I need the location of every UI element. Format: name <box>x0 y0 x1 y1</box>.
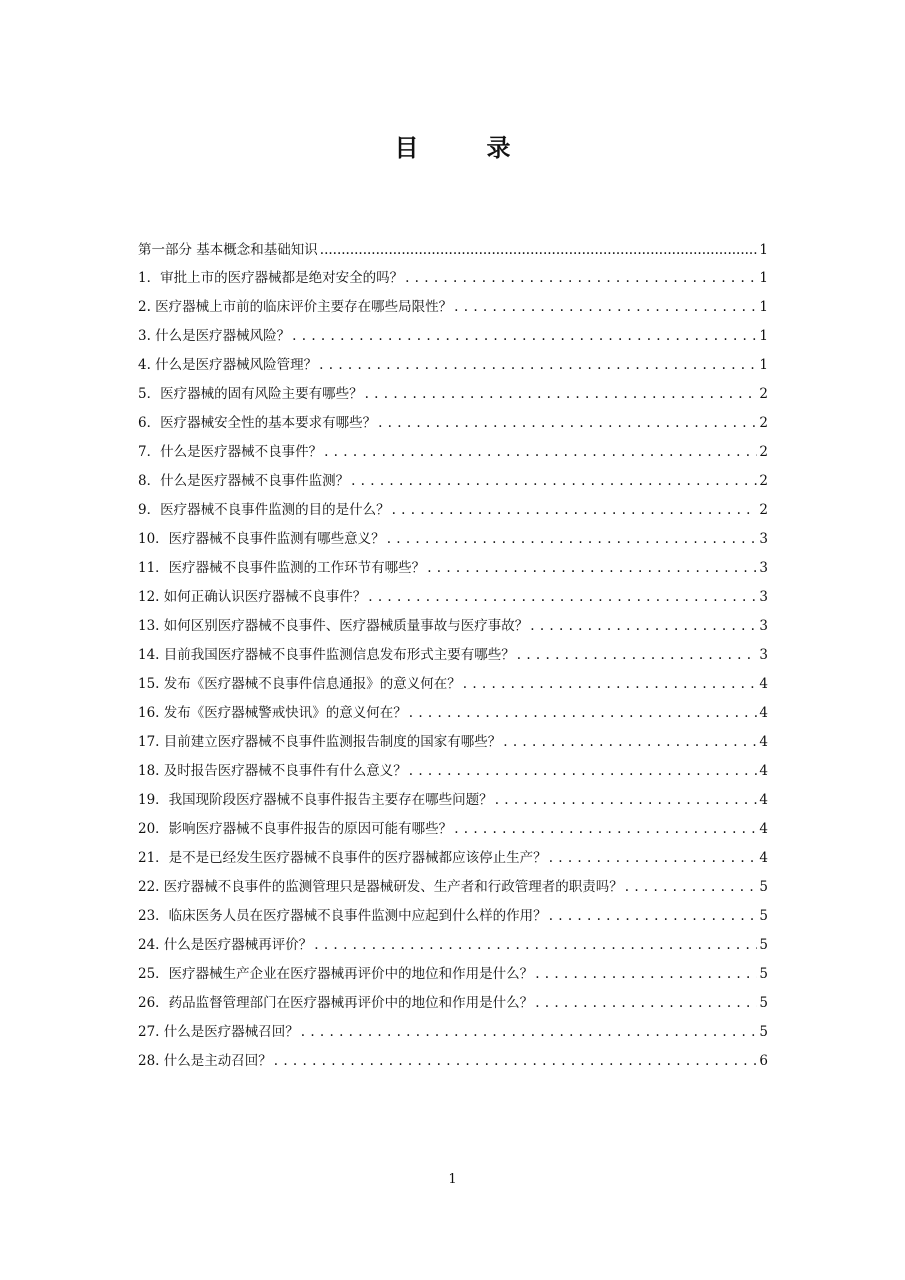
toc-entry-page: 4 <box>759 850 768 866</box>
toc-entry-page: 5 <box>759 879 768 895</box>
toc-section-entry[interactable] <box>138 238 768 266</box>
toc-entry-label: 14. 目前我国医疗器械不良事件监测信息发布形式主要有哪些？ <box>138 647 515 663</box>
toc-entry-label: 5．医疗器械的固有风险主要有哪些？ <box>138 386 363 402</box>
toc-entry-page: 5 <box>759 1024 768 1040</box>
toc-entry-page: 2 <box>759 502 768 518</box>
toc-entry[interactable] <box>138 614 768 643</box>
toc-entry[interactable] <box>138 440 768 469</box>
toc-entry[interactable] <box>138 991 768 1020</box>
toc-entry[interactable] <box>138 875 768 904</box>
toc-entry-label: 第一部分 基本概念和基础知识 <box>138 242 318 258</box>
toc-dot-leader <box>365 386 758 402</box>
toc-entry-page: 3 <box>759 560 768 576</box>
toc-entry-label: 16. 发布《医疗器械警戒快讯》的意义何在？ <box>138 705 407 721</box>
toc-dot-leader <box>409 705 758 721</box>
toc-entry-page: 5 <box>759 995 768 1011</box>
toc-entry-page: 5 <box>759 966 768 982</box>
toc-entry-label: 12. 如何正确认识医疗器械不良事件？ <box>138 589 367 605</box>
toc-dot-leader <box>503 734 757 750</box>
toc-dot-leader <box>530 618 757 634</box>
toc-entry[interactable] <box>138 817 768 846</box>
toc-entry-page: 3 <box>759 618 768 634</box>
toc-entry[interactable] <box>138 382 768 411</box>
toc-entry-page: 3 <box>759 647 768 663</box>
toc-entry-label: 8．什么是医疗器械不良事件监测？ <box>138 473 350 489</box>
toc-entry-label: 7．什么是医疗器械不良事件？ <box>138 444 323 460</box>
toc-entry[interactable] <box>138 788 768 817</box>
toc-dot-leader <box>517 647 758 663</box>
toc-entry-label: 15. 发布《医疗器械不良事件信息通报》的意义何在？ <box>138 676 461 692</box>
toc-dot-leader <box>535 966 757 982</box>
toc-dot-leader <box>463 676 758 692</box>
page-number: 1 <box>448 1172 457 1187</box>
toc-entry-label: 2. 医疗器械上市前的临床评价主要存在哪些局限性？ <box>138 299 453 315</box>
toc-entry-page: 4 <box>759 676 768 692</box>
toc-dot-leader <box>274 1053 758 1069</box>
toc-dot-leader <box>324 444 757 460</box>
toc-entry-label: 4. 什么是医疗器械风险管理？ <box>138 357 318 373</box>
toc-entry[interactable] <box>138 643 768 672</box>
toc-entry[interactable] <box>138 1020 768 1049</box>
toc-entry-label: 11．医疗器械不良事件监测的工作环节有哪些？ <box>138 560 426 576</box>
toc-entry-page: 1 <box>759 299 768 315</box>
toc-entry-label: 26．药品监督管理部门在医疗器械再评价中的地位和作用是什么？ <box>138 995 534 1011</box>
toc-entry-label: 1．审批上市的医疗器械都是绝对安全的吗？ <box>138 270 404 286</box>
toc-dot-leader <box>314 937 757 953</box>
toc-entry-page: 4 <box>759 734 768 750</box>
toc-entry[interactable] <box>138 295 768 324</box>
toc-entry-label: 6．医疗器械安全性的基本要求有哪些？ <box>138 415 377 431</box>
toc-entry[interactable] <box>138 962 768 991</box>
toc-dot-leader <box>454 299 757 315</box>
toc-dot-leader <box>319 357 757 373</box>
toc-dot-leader <box>625 879 758 895</box>
toc-entry-page: 1 <box>759 242 768 258</box>
toc-dot-leader <box>535 995 757 1011</box>
toc-entry-label: 20．影响医疗器械不良事件报告的原因可能有哪些？ <box>138 821 453 837</box>
toc-dot-leader <box>549 850 758 866</box>
toc-entry-label: 25．医疗器械生产企业在医疗器械再评价中的地位和作用是什么？ <box>138 966 534 982</box>
toc-dot-leader <box>405 270 757 286</box>
toc-entry-page: 4 <box>759 763 768 779</box>
toc-entry-label: 13. 如何区别医疗器械不良事件、医疗器械质量事故与医疗事故？ <box>138 618 529 634</box>
toc-dot-leader <box>351 473 757 489</box>
toc-dot-leader <box>368 589 757 605</box>
toc-entry-label: 9．医疗器械不良事件监测的目的是什么？ <box>138 502 390 518</box>
toc-entry-page: 1 <box>759 270 768 286</box>
toc-entry[interactable] <box>138 933 768 962</box>
toc-entry-page: 4 <box>759 705 768 721</box>
toc-entry[interactable] <box>138 904 768 933</box>
toc-entry-page: 2 <box>759 415 768 431</box>
toc-entry-page: 2 <box>759 473 768 489</box>
toc-entry[interactable] <box>138 585 768 614</box>
toc-dot-leader <box>427 560 757 576</box>
toc-entry-page: 6 <box>759 1053 768 1069</box>
toc-entry-page: 2 <box>759 386 768 402</box>
toc-entry[interactable] <box>138 556 768 585</box>
toc-entry-page: 1 <box>759 357 768 373</box>
toc-entry-page: 5 <box>759 908 768 924</box>
toc-dot-leader <box>409 763 758 779</box>
toc-entry[interactable] <box>138 701 768 730</box>
toc-dot-leader <box>301 1024 758 1040</box>
toc-entry-label: 18. 及时报告医疗器械不良事件有什么意义？ <box>138 763 407 779</box>
toc-entry-page: 4 <box>759 821 768 837</box>
toc-dot-leader <box>454 821 757 837</box>
toc-entry-label: 3. 什么是医疗器械风险？ <box>138 328 291 344</box>
toc-dot-leader <box>549 908 758 924</box>
toc-entry-page: 1 <box>759 328 768 344</box>
toc-entry[interactable] <box>138 411 768 440</box>
toc-entry[interactable] <box>138 469 768 498</box>
toc-entry-label: 27. 什么是医疗器械召回？ <box>138 1024 299 1040</box>
toc-entry-page: 3 <box>759 589 768 605</box>
table-of-contents <box>138 238 768 1078</box>
toc-dot-leader <box>495 792 758 808</box>
toc-entry-label: 28. 什么是主动召回？ <box>138 1053 272 1069</box>
toc-dot-leader <box>392 502 758 518</box>
toc-entry[interactable] <box>138 1049 768 1078</box>
toc-entry-page: 4 <box>759 792 768 808</box>
toc-entry[interactable] <box>138 266 768 295</box>
page-title: 目 录 <box>394 134 533 162</box>
toc-entry[interactable] <box>138 498 768 527</box>
toc-entry[interactable] <box>138 324 768 353</box>
toc-dot-leader <box>320 242 758 258</box>
toc-entry[interactable] <box>138 846 768 875</box>
toc-entry[interactable] <box>138 730 768 759</box>
toc-dot-leader <box>292 328 757 344</box>
toc-entry-page: 3 <box>759 531 768 547</box>
toc-entry[interactable] <box>138 672 768 701</box>
toc-entry-label: 19．我国现阶段医疗器械不良事件报告主要存在哪些问题？ <box>138 792 493 808</box>
toc-entry[interactable] <box>138 759 768 788</box>
toc-entry-label: 23．临床医务人员在医疗器械不良事件监测中应起到什么样的作用？ <box>138 908 547 924</box>
toc-dot-leader <box>378 415 757 431</box>
toc-entry-label: 22. 医疗器械不良事件的监测管理只是器械研发、生产者和行政管理者的职责吗？ <box>138 879 623 895</box>
toc-dot-leader <box>387 531 758 547</box>
toc-entry-label: 17. 目前建立医疗器械不良事件监测报告制度的国家有哪些？ <box>138 734 502 750</box>
toc-entry-label: 24. 什么是医疗器械再评价？ <box>138 937 313 953</box>
toc-entry-label: 10．医疗器械不良事件监测有哪些意义？ <box>138 531 385 547</box>
toc-entry-page: 5 <box>759 937 768 953</box>
toc-entry-page: 2 <box>759 444 768 460</box>
toc-entry-label: 21．是不是已经发生医疗器械不良事件的医疗器械都应该停止生产？ <box>138 850 547 866</box>
toc-entry[interactable] <box>138 353 768 382</box>
toc-entry[interactable] <box>138 527 768 556</box>
